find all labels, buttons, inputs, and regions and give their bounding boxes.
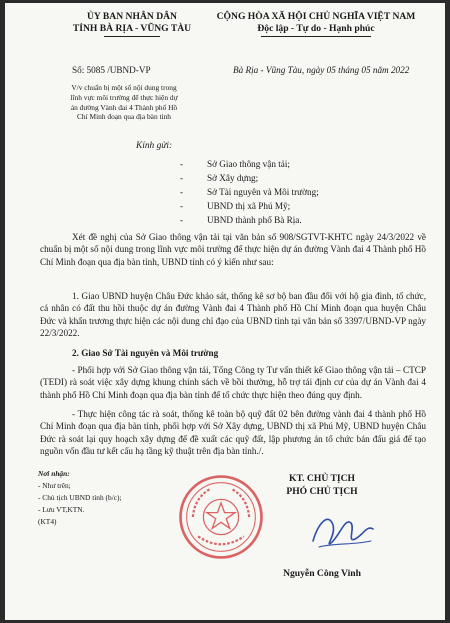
subject-line: án đường Vành đai 4 Thành phố Hồ bbox=[70, 102, 178, 112]
motto-line-1: CỘNG HÒA XÃ HỘI CHỦ NGHĨA VIỆT NAM bbox=[216, 11, 416, 22]
item-2-b-paragraph: - Thực hiện công tác rà soát, thống kê toàn bộ quỹ đất 02 bên đường vành đai 4 thành phố Hồ Chí Minh đoạn qua địa bàn tỉnh, phối hợp với Sở Xây dựng, UBND thị xã Phú Mỹ, UBND huyện Châu Đức rà soát lại quy hoạch xây dựng để đề xuất các quỹ đất, lập phương án tổ chức bán đấu giá để tạo nguồn vốn đầu tư kết cấu hạ tầng kỹ thuật trên địa bàn tỉnh./. bbox=[40, 409, 426, 456]
subject-line: lĩnh vực môi trường để thực hiện dự bbox=[70, 92, 178, 102]
signatory-line-2: PHÓ CHỦ TỊCH bbox=[286, 486, 358, 497]
issuing-agency bbox=[63, 11, 201, 34]
recipient-item: - UBND thị xã Phú Mỹ; bbox=[180, 201, 291, 211]
item-2-a-paragraph: - Phối hợp với Sở Giao thông vận tải, Tổng Công ty Tư vấn thiết kế Giao thông vận tải – CTCP (TEDI) rà soát việc xây dựng khung chính sách về bồi thường, hỗ trợ tái định cư của dự án Vành đai 4 thành phố Hồ Chí Minh đoạn qua địa bàn tỉnh để tổ chức thực hiện theo đúng quy định. bbox=[40, 365, 426, 400]
document-date: Bà Rịa - Vũng Tàu, ngày 05 tháng 05 năm 2022 bbox=[233, 65, 410, 75]
handwritten-signature-icon bbox=[305, 503, 380, 558]
recipient-item: - Sở Xây dựng; bbox=[180, 173, 259, 183]
recipient-list bbox=[180, 157, 319, 227]
agency-underline bbox=[104, 36, 160, 37]
subject-line: Chí Minh đoạn qua địa bàn tỉnh bbox=[76, 112, 171, 122]
agency-line-2: TỈNH BÀ RỊA - VŨNG TÀU bbox=[72, 22, 192, 34]
item-2-heading: 2. Giao Sở Tài nguyên và Môi trường bbox=[72, 348, 219, 358]
item-1-paragraph: 1. Giao UBND huyện Châu Đức khảo sát, thống kê sơ bộ ban đầu đối với hộ gia đình, tổ chức, cá nhân có đất thu hồi thuộc dự án đường Vành đai 4 Thành phố Hồ Chí Minh đoạn qua huyện Châu Đức và khẩn trương thực hiện các nội dung chỉ đạo của UBND tỉnh tại văn bản số 3397/UBND-VP ngày 22/3/2022. bbox=[40, 291, 426, 338]
recipient-item: - Sở Giao thông vận tải; bbox=[180, 159, 290, 169]
document-subject bbox=[45, 83, 203, 122]
signatory-line-1: KT. CHỦ TỊCH bbox=[288, 473, 355, 484]
recipient-item: - Sở Tài nguyên và Môi trường; bbox=[180, 187, 319, 197]
noi-nhan-item: - Chủ tịch UBND tỉnh (b/c); bbox=[38, 493, 122, 502]
noi-nhan-item: - Lưu VT,KTN. bbox=[38, 505, 85, 514]
signatory-name: Nguyễn Công Vinh bbox=[283, 568, 361, 579]
noi-nhan-list bbox=[38, 480, 122, 528]
motto-underline bbox=[261, 36, 371, 37]
agency-line-1: ỦY BAN NHÂN DÂN bbox=[87, 11, 177, 22]
noi-nhan-item: - Như trên; bbox=[38, 481, 71, 490]
national-motto bbox=[200, 11, 432, 34]
intro-paragraph: Xét đề nghị của Sở Giao thông vận tải tại văn bản số 908/SGTVT-KHTC ngày 24/3/2022 về chuẩn bị một số nội dung trong lĩnh vực môi trường để thực hiện dự án đường Vành đai 4 Thành phố Hồ Chí Minh đoạn qua địa bàn tỉnh, UBND tỉnh có ý kiến như sau: bbox=[40, 232, 426, 267]
motto-line-2: Độc lập - Tự do - Hạnh phúc bbox=[257, 22, 375, 34]
document-page bbox=[5, 3, 445, 620]
signatory-title bbox=[247, 472, 397, 498]
kinh-gui-label: Kính gửi: bbox=[136, 141, 173, 151]
recipient-item: - UBND thành phố Bà Rịa. bbox=[180, 215, 302, 225]
document-number: Số: 5085 /UBND-VP bbox=[72, 65, 151, 75]
noi-nhan-label: Nơi nhận: bbox=[38, 469, 70, 478]
subject-line: V/v chuẩn bị một số nội dung trong bbox=[71, 83, 177, 92]
noi-nhan-item: (KT4) bbox=[38, 517, 57, 526]
